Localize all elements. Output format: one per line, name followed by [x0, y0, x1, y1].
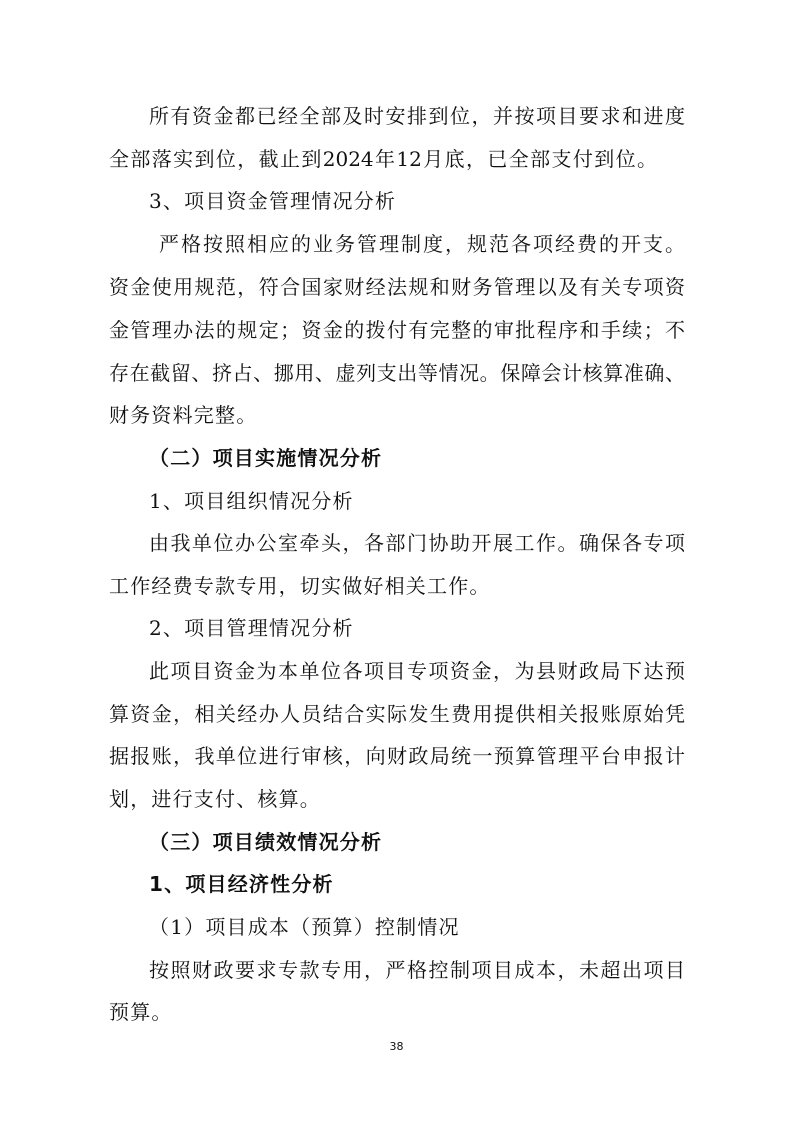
text-line: 存在截留、挤占、挪用、虚列支出等情况。保障会计核算准确、 — [109, 361, 685, 385]
subsection-heading: 1、项目组织情况分析 — [149, 489, 354, 513]
section-heading: （三）项目绩效情况分析 — [149, 830, 383, 854]
text-line: 严格按照相应的业务管理制度，规范各项经费的开支。 — [159, 232, 685, 256]
item-heading: （1）项目成本（预算）控制情况 — [149, 915, 460, 939]
text-line: 全部落实到位，截止到2024年12月底，已全部支付到位。 — [109, 147, 657, 171]
page-number: 38 — [389, 1040, 404, 1053]
text-line: 划，进行支付、核算。 — [109, 787, 321, 811]
subsection-heading: 1、项目经济性分析 — [149, 872, 334, 896]
text-line: 此项目资金为本单位各项目专项资金，为县财政局下达预 — [149, 659, 685, 683]
text-line: 按照财政要求专款专用，严格控制项目成本，未超出项目 — [149, 958, 685, 982]
subsection-heading: 2、项目管理情况分析 — [149, 616, 354, 640]
text-line: 由我单位办公室牵头，各部门协助开展工作。确保各专项 — [149, 531, 685, 555]
subsection-heading: 3、项目资金管理情况分析 — [149, 189, 397, 213]
text-line: 金管理办法的规定；资金的拨付有完整的审批程序和手续；不 — [109, 318, 685, 342]
text-line: 所有资金都已经全部及时安排到位，并按项目要求和进度 — [149, 104, 685, 128]
text-line: 算资金，相关经办人员结合实际发生费用提供相关报账原始凭 — [109, 702, 685, 726]
section-heading: （二）项目实施情况分析 — [149, 446, 383, 470]
text-line: 预算。 — [109, 1000, 173, 1024]
text-line: 工作经费专款专用，切实做好相关工作。 — [109, 574, 491, 598]
text-line: 财务资料完整。 — [109, 403, 258, 427]
text-line: 据报账，我单位进行审核，向财政局统一预算管理平台申报计 — [109, 744, 685, 768]
text-line: 资金使用规范，符合国家财经法规和财务管理以及有关专项资 — [109, 275, 685, 299]
